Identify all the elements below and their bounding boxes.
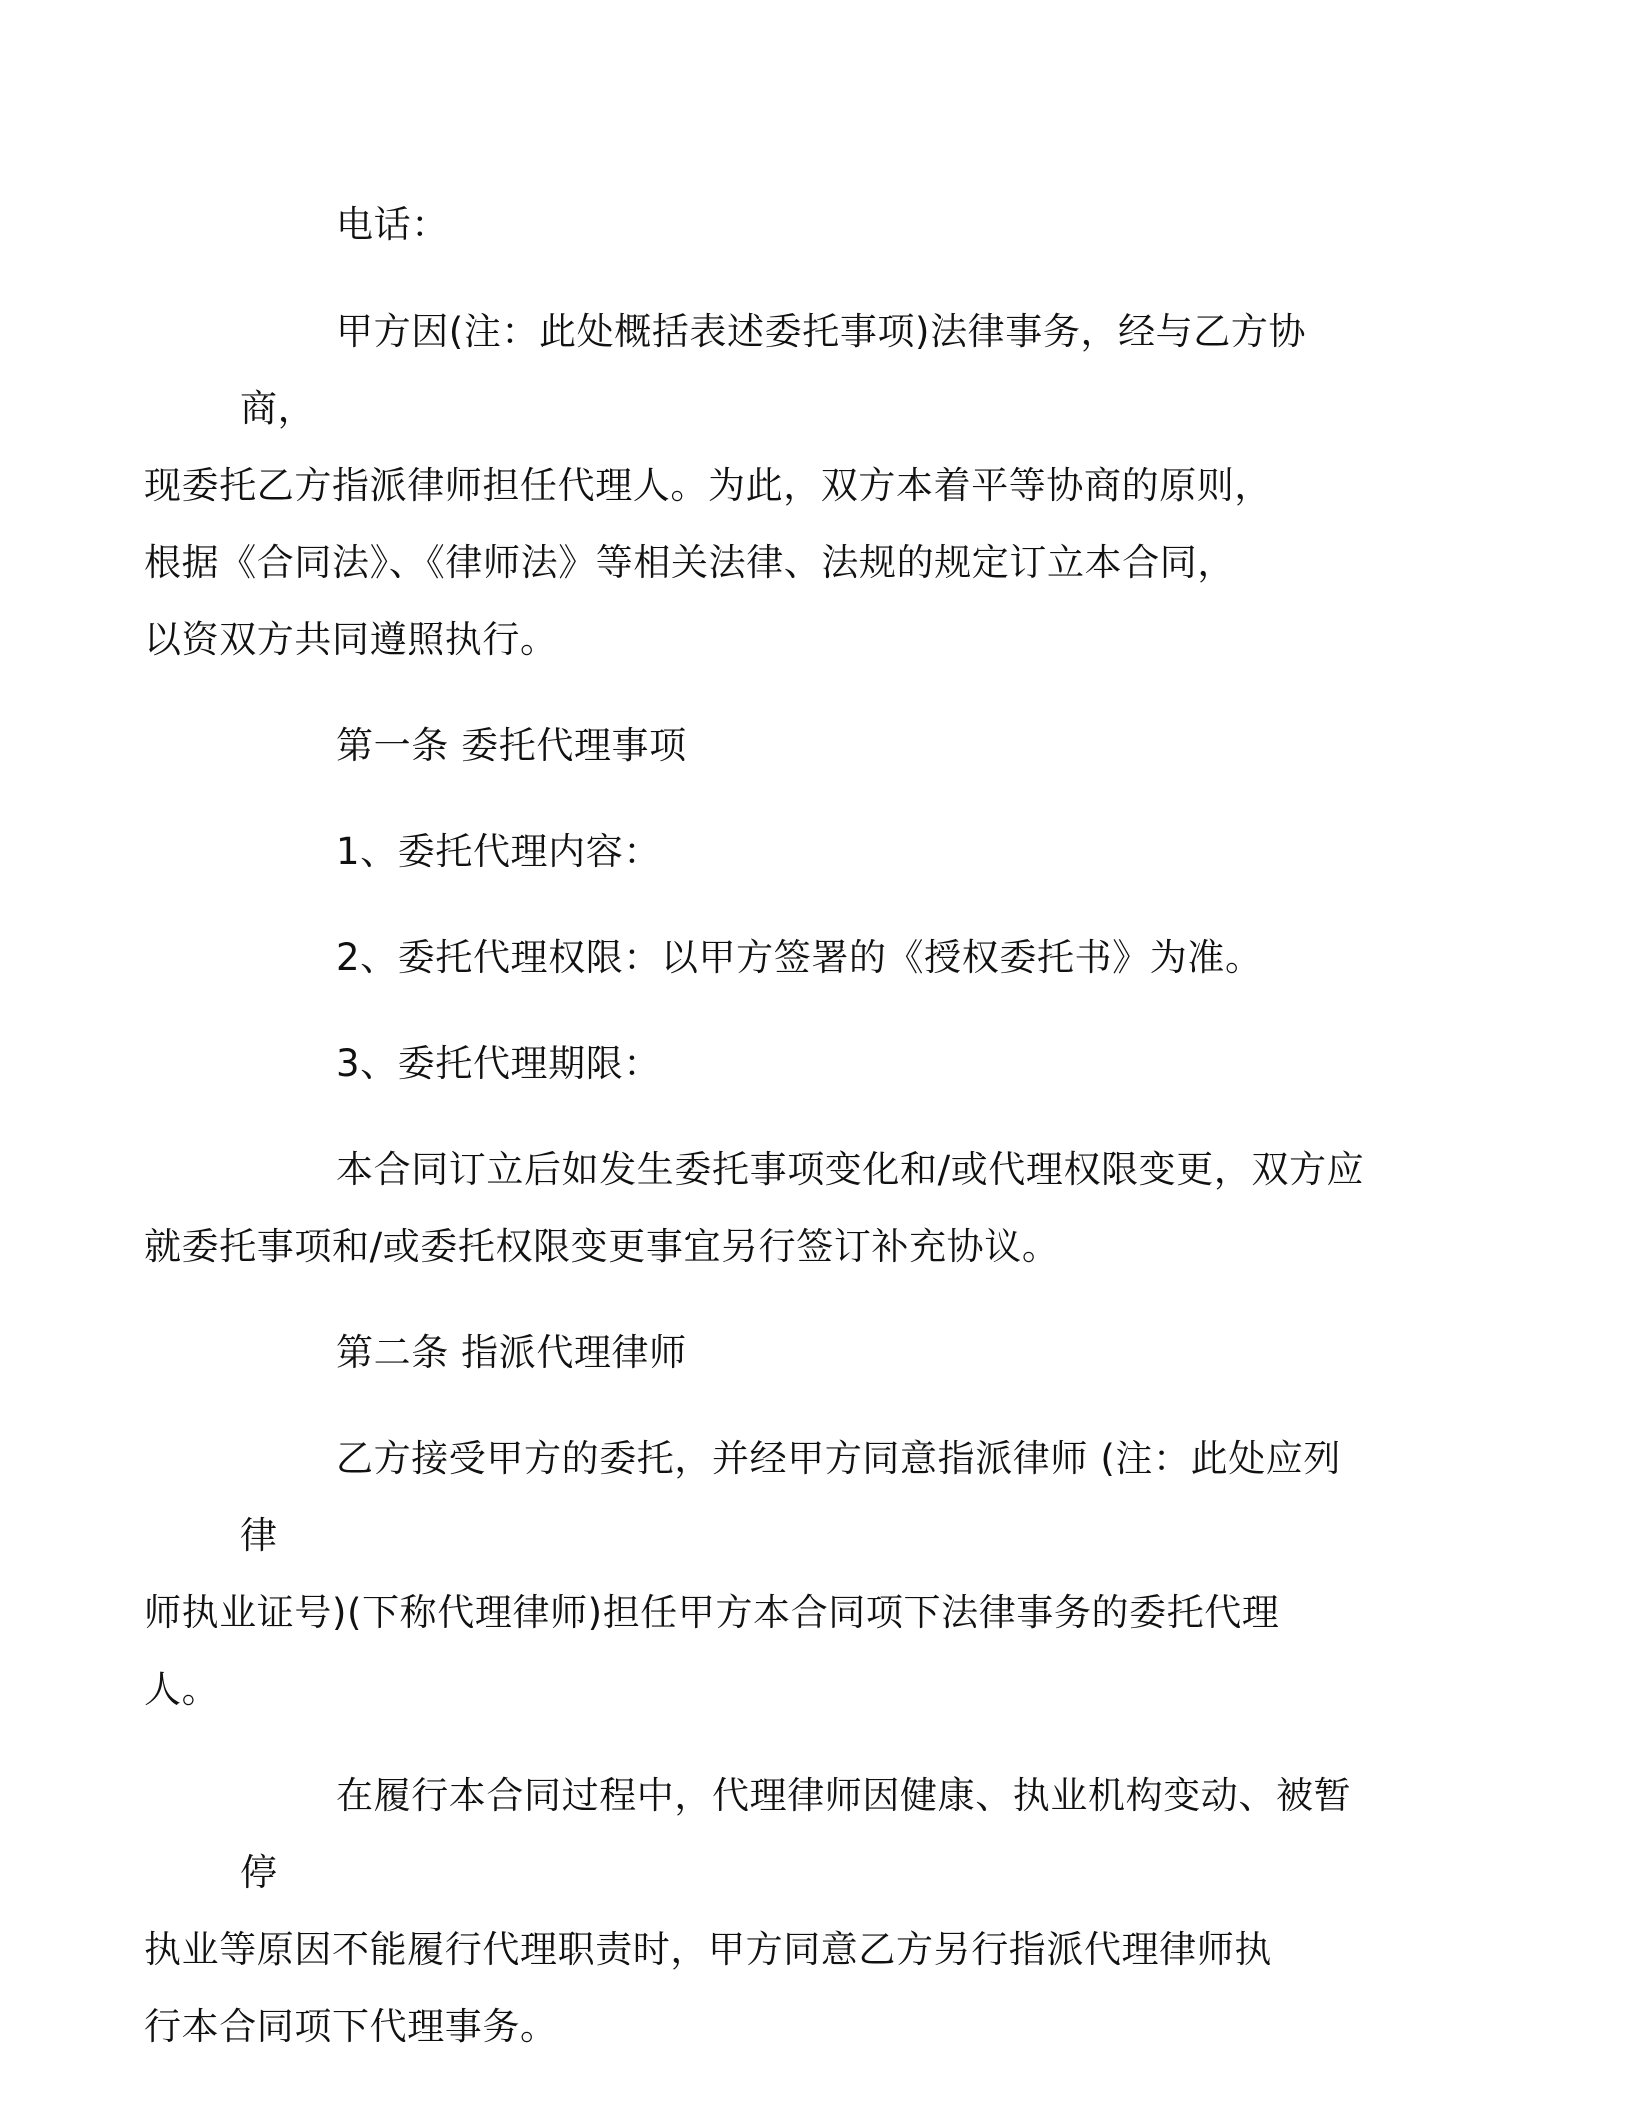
article-1-item-2-text: 2、委托代理权限：以甲方签署的《授权委托书》为准。 <box>336 936 1263 979</box>
intro-paragraph <box>144 293 1375 678</box>
article-2-p2-line-2: 执业等原因不能履行代理职责时，甲方同意乙方另行指派代理律师执 <box>144 1928 1272 1971</box>
article-2-p2-line-3: 行本合同项下代理事务。 <box>144 2005 558 2048</box>
phone-label <box>240 186 1375 263</box>
intro-line-4: 以资双方共同遵照执行。 <box>144 618 558 661</box>
document-body <box>144 186 1375 2065</box>
article-2-p1-line-3: 人。 <box>144 1668 220 1711</box>
change-clause-line-2: 就委托事项和/或委托权限变更事宜另行签订补充协议。 <box>144 1225 1060 1268</box>
article-2-paragraph-1 <box>144 1420 1375 1728</box>
article-1-item-3 <box>240 1025 1375 1102</box>
article-1-item-1 <box>240 813 1375 890</box>
article-2-paragraph-2 <box>144 1757 1375 2065</box>
article-2-p2-line-1: 在履行本合同过程中，代理律师因健康、执业机构变动、被暂停 <box>240 1774 1352 1894</box>
article-2-title: 第二条 指派代理律师 <box>336 1331 687 1374</box>
article-1-item-3-text: 3、委托代理期限： <box>336 1042 661 1085</box>
intro-line-2: 现委托乙方指派律师担任代理人。为此，双方本着平等协商的原则， <box>144 464 1272 507</box>
change-clause-paragraph <box>144 1131 1375 1285</box>
change-clause-line-1: 本合同订立后如发生委托事项变化和/或代理权限变更，双方应 <box>336 1148 1365 1191</box>
article-1-item-2 <box>240 919 1375 996</box>
intro-line-3: 根据《合同法》、《律师法》等相关法律、法规的规定订立本合同， <box>144 541 1235 584</box>
article-2-p1-line-2: 师执业证号)(下称代理律师)担任甲方本合同项下法律事务的委托代理 <box>144 1591 1280 1634</box>
article-1-title: 第一条 委托代理事项 <box>336 724 687 767</box>
article-1-heading <box>240 707 1375 784</box>
article-2-heading <box>240 1314 1375 1391</box>
intro-line-1: 甲方因(注：此处概括表述委托事项)法律事务，经与乙方协商， <box>240 310 1307 430</box>
article-2-p1-line-1: 乙方接受甲方的委托，并经甲方同意指派律师 (注：此处应列律 <box>240 1437 1341 1557</box>
phone-label-text: 电话： <box>336 203 449 246</box>
article-1-item-1-text: 1、委托代理内容： <box>336 830 661 873</box>
